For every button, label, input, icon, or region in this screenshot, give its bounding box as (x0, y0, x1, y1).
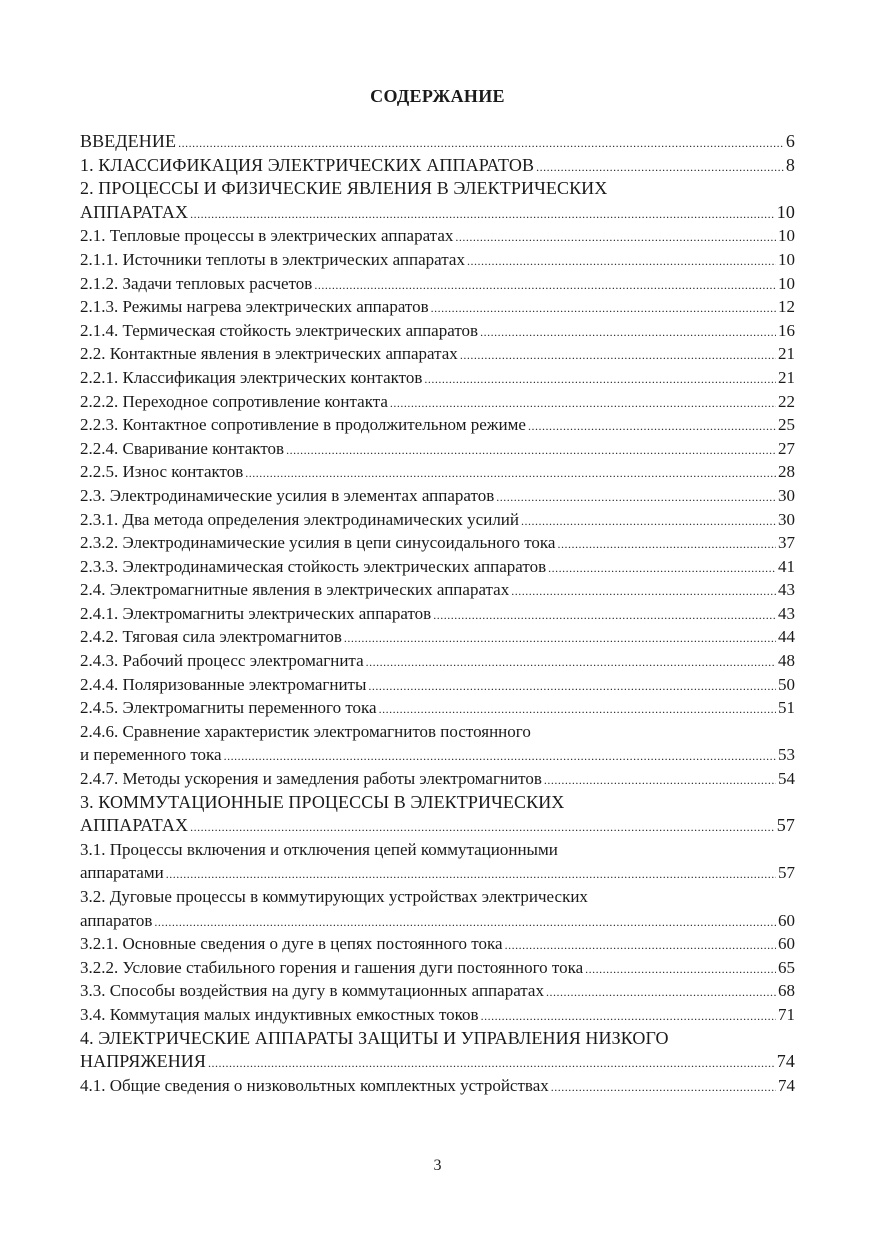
toc-entry-page: 30 (778, 485, 795, 505)
toc-entry-title: 2.1.3. Режимы нагрева электрических аппаратов (80, 297, 429, 317)
toc-entry-title: АППАРАТАХ (80, 815, 189, 836)
dot-leader (286, 439, 776, 463)
toc-entry-page: 53 (778, 745, 795, 765)
toc-entry (80, 390, 795, 414)
toc-entry-line (80, 201, 795, 225)
dot-leader (154, 911, 776, 935)
toc-entry-line (80, 248, 795, 272)
toc-entry-title: 2.2.4. Сваривание контактов (80, 438, 285, 458)
toc-entry-page: 44 (778, 627, 795, 647)
toc-entry-title: 2.3.3. Электродинамическая стойкость электрических аппаратов (80, 556, 547, 576)
toc-entry-title: 2.2.3. Контактное сопротивление в продолжительном режиме (80, 415, 526, 435)
toc-entry (80, 720, 795, 767)
toc-entry-line (80, 743, 795, 767)
dot-leader (460, 344, 776, 368)
toc-entry-line (80, 1050, 795, 1074)
toc-entry-title: 2.3.1. Два метода определения электродинамических усилий (80, 509, 520, 529)
toc-entry (80, 319, 795, 343)
toc-entry-line (80, 696, 795, 720)
toc-entry (80, 437, 795, 461)
toc-entry-page: 65 (778, 957, 795, 977)
toc-entry-line (80, 295, 795, 319)
toc-entry-title: 2. ПРОЦЕССЫ И ФИЗИЧЕСКИЕ ЯВЛЕНИЯ В ЭЛЕКТРИЧЕСКИХ (80, 178, 608, 199)
dot-leader (548, 557, 776, 581)
toc-entry-line (80, 366, 795, 390)
dot-leader (544, 769, 776, 793)
dot-leader (467, 250, 776, 274)
toc-entry-page: 25 (778, 415, 795, 435)
toc-entry-line (80, 720, 795, 744)
toc-entry-title: 2.1.2. Задачи тепловых расчетов (80, 273, 313, 293)
dot-leader (368, 675, 776, 699)
toc-entry (80, 696, 795, 720)
toc-entry-title: 3.3. Способы воздействия на дугу в коммутационных аппаратах (80, 981, 544, 1001)
toc-entry-line (80, 814, 795, 838)
toc-entry-line (80, 484, 795, 508)
dot-leader (551, 1076, 776, 1100)
toc-entry-line (80, 909, 795, 933)
toc-entry-line (80, 319, 795, 343)
toc-entry-line (80, 673, 795, 697)
toc-entry-line (80, 578, 795, 602)
toc-entry-title: 3. КОММУТАЦИОННЫЕ ПРОЦЕССЫ В ЭЛЕКТРИЧЕСКИХ (80, 791, 565, 812)
toc-entry-line (80, 390, 795, 414)
dot-leader (344, 627, 776, 651)
toc-entry (80, 272, 795, 296)
toc-entry (80, 366, 795, 390)
toc-entry-title: 3.4. Коммутация малых индуктивных емкостных токов (80, 1004, 479, 1024)
toc-entry-line (80, 177, 795, 201)
toc-entry (80, 342, 795, 366)
toc-entry-title: и переменного тока (80, 745, 222, 765)
toc-entry-line (80, 224, 795, 248)
toc-entry-page: 71 (778, 1004, 795, 1024)
toc-entry-title: 1. КЛАССИФИКАЦИЯ ЭЛЕКТРИЧЕСКИХ АППАРАТОВ (80, 154, 535, 175)
toc-entry-line (80, 885, 795, 909)
toc-entry-page: 43 (778, 580, 795, 600)
toc-entry-line (80, 342, 795, 366)
dot-leader (245, 462, 776, 486)
toc-entry (80, 956, 795, 980)
toc-entry-title: 2.1. Тепловые процессы в электрических аппаратах (80, 226, 454, 246)
toc-entry-title: 2.1.4. Термическая стойкость электрических аппаратов (80, 320, 479, 340)
dot-leader (433, 604, 776, 628)
dot-leader (379, 698, 776, 722)
toc-entry-page: 60 (778, 910, 795, 930)
toc-entry (80, 295, 795, 319)
toc-entry-title: 3.2.1. Основные сведения о дуге в цепях постоянного тока (80, 934, 503, 954)
toc-entry (80, 1074, 795, 1098)
toc-entry (80, 555, 795, 579)
toc-entry-title: АППАРАТАХ (80, 201, 189, 222)
toc-entry-line (80, 625, 795, 649)
toc-entry-page: 57 (776, 815, 795, 836)
toc-entry (80, 531, 795, 555)
toc-entry-page: 12 (778, 297, 795, 317)
dot-leader (190, 816, 775, 840)
dot-leader (528, 415, 776, 439)
toc-entry (80, 508, 795, 532)
toc-entry (80, 248, 795, 272)
toc-entry-line (80, 272, 795, 296)
dot-leader (224, 745, 776, 769)
toc-entry-page: 10 (778, 226, 795, 246)
toc-entry-page: 10 (778, 273, 795, 293)
toc-entry-title: 2.4.6. Сравнение характеристик электромагнитов постоянного (80, 721, 531, 741)
dot-leader (480, 321, 776, 345)
toc-entry-line (80, 861, 795, 885)
toc-entry-page: 22 (778, 391, 795, 411)
dot-leader (557, 533, 776, 557)
toc-entry-line (80, 154, 795, 178)
toc-entry-title: 2.4.5. Электромагниты переменного тока (80, 698, 377, 718)
toc-entry (80, 625, 795, 649)
toc-entry-page: 37 (778, 533, 795, 553)
toc-entry-page: 50 (778, 674, 795, 694)
toc-entry-line (80, 437, 795, 461)
page-number: 3 (433, 1157, 442, 1174)
toc-entry (80, 460, 795, 484)
toc-entry-line (80, 508, 795, 532)
toc-entry-line (80, 413, 795, 437)
dot-leader (585, 958, 776, 982)
dot-leader (314, 274, 776, 298)
toc-entry-title: 2.4. Электромагнитные явления в электрических аппаратах (80, 580, 510, 600)
toc-entry (80, 979, 795, 1003)
toc-entry (80, 224, 795, 248)
toc-entry-line (80, 767, 795, 791)
dot-leader (390, 392, 776, 416)
toc-entry-page: 60 (778, 934, 795, 954)
table-of-contents (80, 130, 795, 1097)
dot-leader (511, 580, 776, 604)
toc-entry-title: 2.4.2. Тяговая сила электромагнитов (80, 627, 342, 647)
dot-leader (166, 863, 776, 887)
toc-entry (80, 413, 795, 437)
dot-leader (481, 1005, 776, 1029)
toc-entry-page: 41 (778, 556, 795, 576)
toc-entry (80, 130, 795, 154)
toc-entry-title: 2.1.1. Источники теплоты в электрических аппаратах (80, 249, 465, 269)
toc-entry-title: 3.1. Процессы включения и отключения цепей коммутационными (80, 839, 558, 859)
toc-entry-line (80, 460, 795, 484)
toc-entry-page: 68 (778, 981, 795, 1001)
toc-entry-title: 2.4.7. Методы ускорения и замедления работы электромагнитов (80, 769, 542, 789)
toc-entry (80, 1027, 795, 1074)
toc-entry-title: аппаратов (80, 910, 153, 930)
toc-entry-line (80, 838, 795, 862)
toc-entry-title: 2.2.1. Классификация электрических контактов (80, 367, 423, 387)
dot-leader (424, 368, 776, 392)
toc-entry-page: 21 (778, 344, 795, 364)
toc-entry (80, 177, 795, 224)
toc-entry-title: 2.2.5. Износ контактов (80, 462, 244, 482)
toc-entry-line (80, 602, 795, 626)
toc-entry-title: 2.3. Электродинамические усилия в элементах аппаратов (80, 485, 495, 505)
dot-leader (455, 226, 776, 250)
toc-entry-line (80, 932, 795, 956)
dot-leader (178, 132, 784, 156)
dot-leader (190, 203, 775, 227)
toc-entry-page: 51 (778, 698, 795, 718)
toc-entry-title: 2.2. Контактные явления в электрических аппаратах (80, 344, 458, 364)
toc-entry-page: 48 (778, 651, 795, 671)
dot-leader (521, 510, 776, 534)
toc-entry (80, 767, 795, 791)
toc-entry-page: 8 (785, 154, 795, 175)
toc-entry-page: 16 (778, 320, 795, 340)
dot-leader (431, 297, 776, 321)
dot-leader (366, 651, 776, 675)
toc-entry-title: аппаратами (80, 863, 164, 883)
toc-entry (80, 673, 795, 697)
toc-entry-page: 30 (778, 509, 795, 529)
toc-entry-page: 21 (778, 367, 795, 387)
toc-entry-page: 43 (778, 603, 795, 623)
toc-entry-line (80, 1027, 795, 1051)
toc-entry (80, 602, 795, 626)
toc-entry-line (80, 1003, 795, 1027)
dot-leader (505, 934, 776, 958)
toc-entry-title: 2.4.1. Электромагниты электрических аппаратов (80, 603, 432, 623)
toc-entry-page: 10 (778, 249, 795, 269)
toc-entry-page: 10 (776, 201, 795, 222)
toc-entry (80, 649, 795, 673)
toc-entry (80, 791, 795, 838)
toc-entry-title: 3.2. Дуговые процессы в коммутирующих устройствах электрических (80, 887, 588, 906)
toc-entry-title: 2.3.2. Электродинамические усилия в цепи синусоидального тока (80, 533, 556, 553)
toc-entry-page: 27 (778, 438, 795, 458)
toc-entry (80, 484, 795, 508)
toc-entry-line (80, 956, 795, 980)
toc-entry (80, 154, 795, 178)
toc-entry-line (80, 531, 795, 555)
toc-entry-line (80, 979, 795, 1003)
toc-entry-page: 28 (778, 462, 795, 482)
toc-entry-line (80, 555, 795, 579)
page-title: СОДЕРЖАНИЕ (370, 86, 505, 106)
toc-entry-line (80, 1074, 795, 1098)
toc-entry-title: ВВЕДЕНИЕ (80, 131, 177, 151)
toc-entry-title: НАПРЯЖЕНИЯ (80, 1051, 207, 1072)
toc-entry-line (80, 649, 795, 673)
toc-entry-title: 2.2.2. Переходное сопротивление контакта (80, 391, 388, 411)
toc-entry (80, 885, 795, 932)
toc-entry-line (80, 791, 795, 815)
toc-entry-line (80, 130, 795, 154)
dot-leader (208, 1052, 775, 1076)
toc-entry-title: 3.2.2. Условие стабильного горения и гашения дуги постоянного тока (80, 957, 584, 977)
toc-entry-page: 57 (778, 863, 795, 883)
toc-entry-title: 4. ЭЛЕКТРИЧЕСКИЕ АППАРАТЫ ЗАЩИТЫ И УПРАВЛЕНИЯ НИЗКОГО (80, 1027, 669, 1048)
toc-entry (80, 932, 795, 956)
toc-entry-page: 6 (785, 131, 795, 151)
dot-leader (536, 156, 784, 180)
toc-entry-page: 54 (778, 769, 795, 789)
toc-entry (80, 578, 795, 602)
toc-entry-page: 74 (778, 1075, 795, 1095)
dot-leader (546, 981, 776, 1005)
toc-entry (80, 1003, 795, 1027)
toc-entry-title: 4.1. Общие сведения о низковольтных комплектных устройствах (80, 1075, 549, 1095)
toc-entry-title: 2.4.3. Рабочий процесс электромагнита (80, 651, 364, 671)
toc-entry-page: 74 (776, 1051, 795, 1072)
toc-entry (80, 838, 795, 885)
toc-entry-title: 2.4.4. Поляризованные электромагниты (80, 674, 367, 694)
dot-leader (496, 486, 776, 510)
